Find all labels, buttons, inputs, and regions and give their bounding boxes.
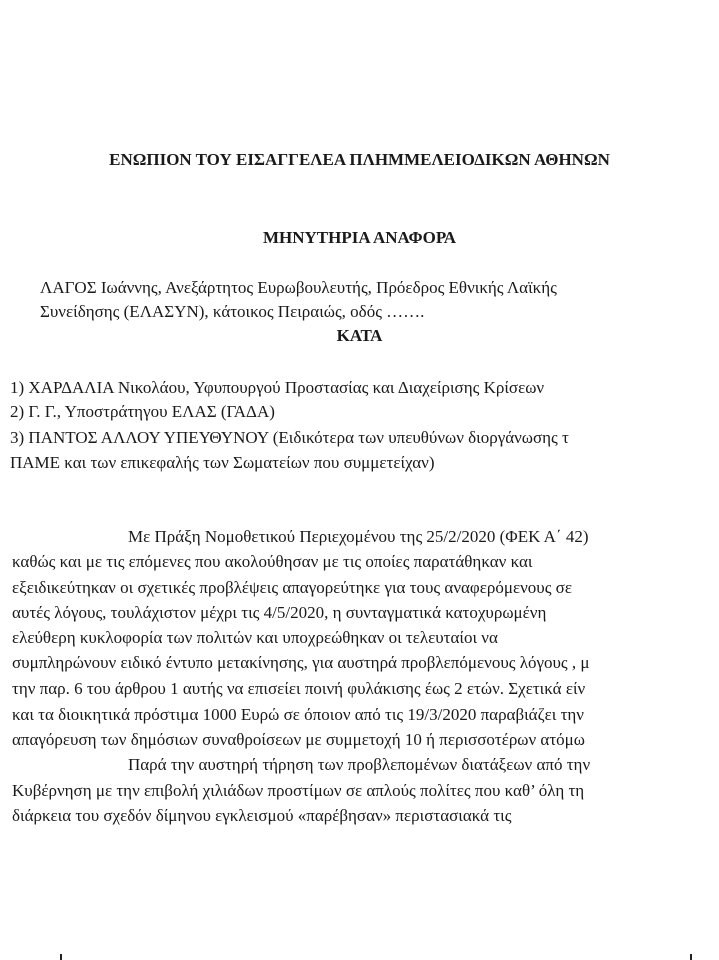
- complainant-line: ΛΑΓΟΣ Ιωάννης, Ανεξάρτητος Ευρωβουλευτής, Πρόεδρος Εθνικής Λαϊκής: [40, 278, 557, 297]
- complainant-line: Συνείδησης (ΕΛΑΣΥΝ), κάτοικος Πειραιώς, οδός …….: [40, 302, 425, 321]
- body-line: ελεύθερη κυκλοφορία των πολιτών και υποχρεώθηκαν οι τελευταίοι να: [12, 628, 498, 647]
- against-heading: ΚΑΤΑ: [336, 326, 383, 345]
- defendant-line: 3) ΠΑΝΤΟΣ ΑΛΛΟΥ ΥΠΕΥΘΥΝΟΥ (Ειδικότερα των υπευθύνων διοργάνωσης τ: [10, 428, 569, 447]
- body-line: συμπληρώνουν ειδικό έντυπο μετακίνησης, για αυστηρά προβλεπόμενους λόγους , μ: [12, 653, 590, 672]
- body-line: Παρά την αυστηρή τήρηση των προβλεπομένων διατάξεων από την: [128, 755, 591, 774]
- body-line: Κυβέρνηση με την επιβολή χιλιάδων προστίμων σε απλούς πολίτες που καθ’ όλη τη: [12, 781, 585, 800]
- body-line: εξειδικεύτηκαν οι σχετικές προβλέψεις απαγορεύτηκε για τους αναφερόμενους σε: [12, 578, 572, 597]
- scan-corner-mark: [60, 954, 62, 960]
- body-line: αυτές λόγους, τουλάχιστον μέχρι τις 4/5/2020, η συνταγματικά κατοχυρωμένη: [12, 603, 547, 622]
- document-title: ΜΗΝΥΤΗΡΙΑ ΑΝΑΦΟΡΑ: [262, 228, 457, 247]
- defendant-line: ΠΑΜΕ και των επικεφαλής των Σωματείων που συμμετείχαν): [10, 453, 435, 472]
- body-line: διάρκεια του σχεδόν δίμηνου εγκλεισμού «παρέβησαν» περιστασιακά τις: [12, 806, 512, 825]
- body-line: απαγόρευση των δημόσιων συναθροίσεων με συμμετοχή 10 ή περισσοτέρων ατόμω: [12, 730, 585, 749]
- defendant-line: 1) ΧΑΡΔΑΛΙΑ Νικολάου, Υφυπουργού Προστασίας και Διαχείρισης Κρίσεων: [10, 378, 545, 397]
- body-line: καθώς και με τις επόμενες που ακολούθησαν με τις οποίες παρατάθηκαν και: [12, 552, 533, 571]
- body-line: και τα διοικητικά πρόστιμα 1000 Ευρώ σε όποιον από τις 19/3/2020 παραβιάζει την: [12, 705, 584, 724]
- body-line: την παρ. 6 του άρθρου 1 αυτής να επισείει ποινή φυλάκισης έως 2 ετών. Σχετικά είν: [12, 679, 586, 698]
- scan-corner-mark: [690, 954, 692, 960]
- body-line: Με Πράξη Νομοθετικού Περιεχομένου της 25/2/2020 (ΦΕΚ Α΄ 42): [128, 527, 589, 546]
- court-heading: ΕΝΩΠΙΟΝ ΤΟΥ ΕΙΣΑΓΓΕΛΕΑ ΠΛΗΜΜΕΛΕΙΟΔΙΚΩΝ ΑΘΗΝΩΝ: [109, 150, 610, 169]
- defendant-line: 2) Γ. Γ., Υποστράτηγου ΕΛΑΣ (ΓΑΔΑ): [10, 402, 275, 421]
